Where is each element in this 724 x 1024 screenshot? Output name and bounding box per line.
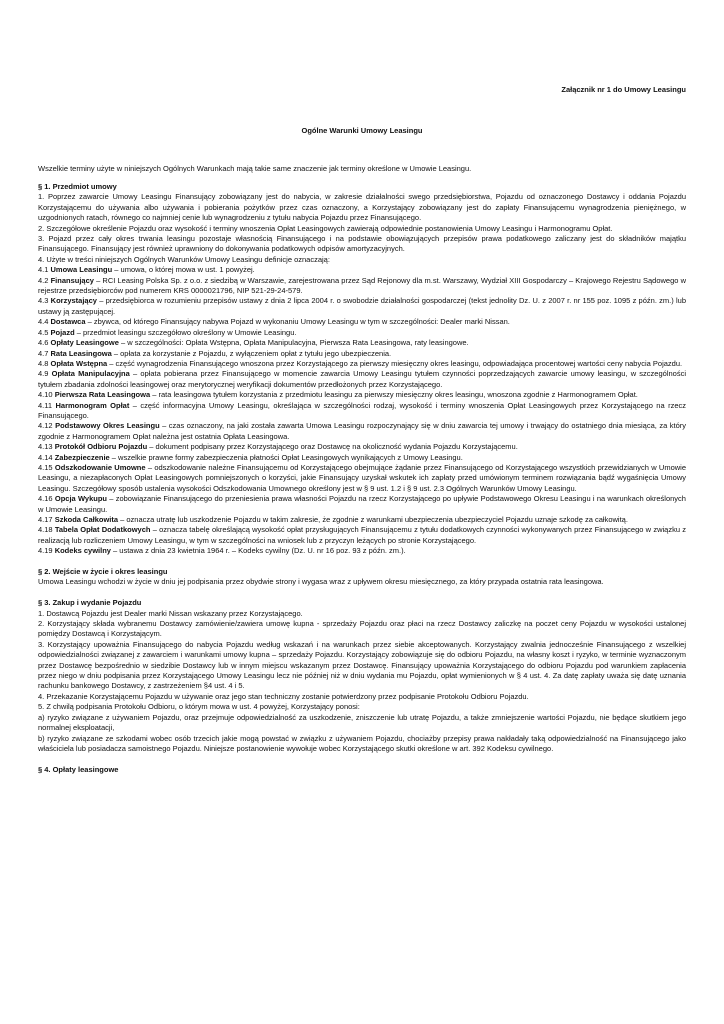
definition-term: Opłata Manipulacyjna	[51, 369, 130, 379]
definition-item	[38, 265, 686, 275]
definition-text: – umowa, o której mowa w ust. 1 powyżej.	[112, 265, 255, 275]
section-3-paragraph-3: 3. Korzystający upoważnia Finansującego do nabycia Pojazdu według wskazań i na warunkach przez siebie akceptowanych. Korzystający zwalnia jednocześnie Finansującego z wszelkiej odpowiedzialności związanej z zawarciem i warunkami umowy kupna – sprzedaży Pojazdu. Korzystający zobowiązuje się do odbioru Pojazdu, na własny koszt i ryzyko, w terminie wyznaczonym przez Dostawcę bezpośrednio w siedzibie Dostawcy lub w innym miejscu wskazanym przez Dostawcę. Finansujący upoważnia Korzystającego do odbioru Pojazdu pod warunkiem zapłacenia przez niego w dniu podpisania przez Korzystającego Umowy Leasingu lecz nie później niż w dniu wydania mu Pojazdu, opłat wymienionych w § 4 ust. 4. Za datę zapłaty uważa się datę uznania rachunku bankowego Dostawcy, z zastrzeżeniem §4 ust. 4 i 5.	[38, 639, 686, 691]
definition-item	[38, 421, 686, 442]
spacer	[38, 588, 686, 598]
definition-item	[38, 453, 686, 463]
definitions-list	[38, 265, 686, 556]
section-1-paragraph-2: 2. Szczegółowe określenie Pojazdu oraz wysokość i terminy wnoszenia Opłat Leasingowych zawierają odpowiednie postanowienia Umowy Leasingu i Harmonogramu Opłat.	[38, 223, 613, 233]
definition-term: Opłata Wstępna	[50, 358, 108, 368]
definition-number: 4.17	[38, 515, 55, 524]
definition-number: 4.19	[38, 546, 55, 556]
definition-text: – zbywca, od którego Finansujący nabywa Pojazd w wykonaniu Umowy Leasingu w tym w szczególności: Dealer marki Nissan.	[85, 317, 510, 327]
definition-number: 4.12	[38, 421, 56, 431]
definition-item	[38, 401, 686, 422]
definition-text: – przedmiot leasingu szczegółowo określony w Umowie Leasingu.	[74, 327, 297, 337]
definition-text: – opłata pobierana przez Finansującego w momencie zawarcia Umowy Leasingu tytułem czynności poprzedzających zawarcie umowy leasingu, w szczególności tytułem zbadania zdolności leasingowej oraz merytorycznej weryfikacji dokumentów przedłożonych przez Korzystającego.	[38, 369, 686, 389]
definition-text: – wszelkie prawne formy zabezpieczenia płatności Opłat Leasingowych wynikających z Umowy Leasingu.	[109, 452, 463, 462]
definition-text: – odszkodowanie należne Finansującemu od Korzystającego obejmujące żądanie przez Finansującego od Korzystającego wszystkich przewidzianych w Umowie Leasingu, a niezapłaconych Opłat Leasingowych pomniejszonych o korzyści, jakie Finansujący uzyskał wskutek ich zapłaty przed umówionym terminem rozwiązania bądź wygaśnięcia Umowy Leasingu. Szczegółowy sposób ustalenia wysokości Odszkodowania Umownego określony jest w § 9 ust. 1.2 i § 9 ust. 2.3 Ogólnych Warunków Umowy Leasingu.	[38, 462, 686, 493]
section-3-paragraph-2: 2. Korzystający składa wybranemu Dostawcy zamówienie/zawiera umowę kupna - sprzedaży Pojazdu oraz płaci na rzecz Dostawcy zaliczkę na poczet ceny Pojazdu w wysokości ustalonej pomiędzy Dostawcą i Korzystającym.	[38, 619, 686, 639]
section-3-paragraph-4: 4. Przekazanie Korzystającemu Pojazdu w używanie oraz jego stan techniczny zostanie potwierdzony przez podpisanie Protokołu Odbioru Pojazdu.	[38, 691, 529, 701]
definition-number: 4.9	[38, 369, 52, 379]
section-2-paragraph-1: Umowa Leasingu wchodzi w życie w dniu jej podpisania przez obydwie strony i wygasa wraz z upływem okresu miesięcznego, za który przypada ostatnia rata leasingowa.	[38, 577, 604, 587]
definition-item	[38, 328, 686, 338]
definition-text: – dokument podpisany przez Korzystającego oraz Dostawcę na okoliczność wydania Pojazdu Korzystającemu.	[147, 442, 518, 452]
definition-term: Opcja Wykupu	[54, 494, 108, 504]
definition-number: 4.4	[38, 317, 51, 327]
definition-text: – zobowiązanie Finansującego do przeniesienia prawa własności Pojazdu na rzecz Korzystającego po upływie Podstawowego Okresu Leasingu i na warunkach określonych w Umowie Leasingu.	[38, 494, 686, 514]
definition-term: Korzystający	[50, 296, 97, 306]
definition-term: Harmonogram Opłat	[55, 400, 130, 410]
definition-term: Odszkodowanie Umowne	[54, 462, 146, 472]
definition-text: – czas oznaczony, na jaki została zawarta Umowa Leasingu rozpoczynający się w dniu zawarcia tej umowy i trwający do ostatniego dnia miesiąca, za który zgodnie z Harmonogramem Opłat należna jest ostatnia Opłata Leasingowa.	[38, 421, 686, 441]
document-body	[38, 182, 686, 775]
section-1-paragraph-1: 1. Poprzez zawarcie Umowy Leasingu Finansujący zobowiązany jest do nabycia, w zakresie działalności swego przedsiębiorstwa, Pojazdu od oznaczonego Dostawcy i oddania Pojazdu Korzystającemu do używania albo używania i pobierania pożytków przez czas oznaczony, a Korzystający zobowiązany jest do zapłaty Finansującemu wynagrodzenia pieniężnego, w uzgodnionych ratach, równego co najmniej cenie lub wynagrodzeniu z tytułu nabycia Pojazdu przez Finansującego.	[38, 192, 686, 223]
definition-number: 4.2	[38, 275, 51, 285]
definition-number: 4.11	[38, 400, 56, 410]
spacer	[38, 754, 686, 764]
definition-item	[38, 359, 686, 369]
section-2-heading: § 2. Wejście w życie i okres leasingu	[38, 567, 168, 577]
definition-number: 4.8	[38, 358, 51, 368]
definition-term: Szkoda Całkowita	[54, 515, 119, 524]
definition-item	[38, 463, 686, 494]
definition-term: Rata Leasingowa	[50, 348, 112, 358]
definition-number: 4.10	[38, 390, 55, 400]
definition-item	[38, 276, 686, 297]
section-3-heading: § 3. Zakup i wydanie Pojazdu	[38, 598, 142, 608]
definition-text: – opłata za korzystanie z Pojazdu, z wyłączeniem opłat z tytułu jego ubezpieczenia.	[111, 348, 392, 358]
definition-term: Umowa Leasingu	[50, 265, 113, 275]
section-1-paragraph-3: 3. Pojazd przez cały okres trwania leasingu pozostaje własnością Finansującego i na podstawie obowiązujących przepisów prawa podatkowego zaliczany jest do składników majątku Finansującego. Finansujący jest również uprawniony do dokonywania podatkowych odpisów amortyzacyjnych.	[38, 234, 686, 254]
definition-term: Finansujący	[50, 275, 94, 285]
definition-item	[38, 442, 686, 452]
definition-term: Kodeks cywilny	[54, 546, 111, 556]
section-3-paragraph-1: 1. Dostawcą Pojazdu jest Dealer marki Nissan wskazany przez Korzystającego.	[38, 608, 303, 618]
definition-number: 4.14	[38, 452, 55, 462]
definition-text: – przedsiębiorca w rozumieniu przepisów ustawy z dnia 2 lipca 2004 r. o swobodzie działalności gospodarczej (tekst jednolity Dz. U. z 2007 r. nr 155 poz. 1095 z późn. zm.) lub ustawy ją zastępującej.	[38, 296, 686, 316]
definition-text: – część wynagrodzenia Finansującego wnoszona przez Korzystającego za pierwszy miesięczny okres leasingu, odpowiadająca procentowej wartości ceny nabycia Pojazdu.	[107, 358, 683, 368]
definition-text: – RCI Leasing Polska Sp. z o.o. z siedzibą w Warszawie, zarejestrowana przez Sąd Rejonowy dla m.st. Warszawy, Wydział XIII Gospodarczy – Krajowego Rejestru Sądowego w rejestrze przedsiębiorców pod numerem KRS 0000021796, NIP 521-29-24-579.	[38, 275, 686, 296]
definition-term: Dostawca	[50, 317, 86, 327]
definition-number: 4.18	[38, 525, 55, 535]
definition-number: 4.16	[38, 494, 55, 504]
definition-text: – w szczególności: Opłata Wstępna, Opłata Manipulacyjna, Pierwsza Rata Leasingowa, raty leasingowe.	[118, 338, 469, 348]
definition-item	[38, 390, 686, 400]
spacer	[38, 557, 686, 567]
definition-number: 4.15	[38, 462, 55, 472]
definition-term: Pierwsza Rata Leasingowa	[54, 390, 151, 400]
section-3-item-b: b) ryzyko związane ze szkodami wobec osób trzecich jakie mogą powstać w związku z używaniem Pojazdu, chociażby przepisy prawa nakładały taką odpowiedzialność na Finansującego jako właściciela lub posiadacza samoistnego Pojazdu. Niniejsze postanowienie wywołuje wobec Korzystającego skutki określone w art. 392 Kodeksu cywilnego.	[38, 733, 686, 753]
intro-paragraph: Wszelkie terminy użyte w niniejszych Ogólnych Warunkach mają takie same znaczenie jak terminy określone w Umowie Leasingu.	[38, 164, 472, 173]
definition-number: 4.5	[38, 327, 51, 337]
definition-number: 4.13	[38, 442, 55, 452]
section-1-paragraph-4: 4. Użyte w treści niniejszych Ogólnych Warunków Umowy Leasingu definicje oznaczają:	[38, 254, 330, 264]
definition-item	[38, 515, 686, 525]
definition-text: – oznacza utratę lub uszkodzenie Pojazdu w takim zakresie, że zgodnie z warunkami ubezpieczenia ubezpieczyciel Pojazdu uznaje szkodę za całkowitą.	[118, 515, 628, 524]
definition-term: Protokół Odbioru Pojazdu	[54, 442, 148, 452]
definition-number: 4.6	[38, 338, 51, 348]
section-4-heading: § 4. Opłaty leasingowe	[38, 764, 119, 774]
definition-item	[38, 338, 686, 348]
definition-item	[38, 546, 686, 556]
definition-term: Pojazd	[50, 327, 75, 337]
section-3-item-a: a) ryzyko związane z używaniem Pojazdu, oraz przejmuje odpowiedzialność za uszkodzenie, zniszczenie lub utratę Pojazdu, a także zmniejszenie wartości Pojazdu, nie będące skutkiem jego normalnej eksploatacji,	[38, 712, 686, 733]
definition-text: – ustawa z dnia 23 kwietnia 1964 r. – Kodeks cywilny (Dz. U. nr 16 poz. 93 z późn. zm.).	[110, 546, 406, 556]
definition-item	[38, 349, 686, 359]
definition-term: Opłaty Leasingowe	[50, 338, 119, 348]
definition-text: – rata leasingowa tytułem korzystania z przedmiotu leasingu za pierwszy miesięczny okres leasingu, wnoszona zgodnie z Harmonogramem Opłat.	[150, 390, 638, 400]
definition-number: 4.7	[38, 348, 51, 358]
definition-item	[38, 296, 686, 317]
definition-item	[38, 494, 686, 515]
definition-term: Podstawowy Okres Leasingu	[55, 421, 160, 431]
definition-item	[38, 525, 686, 546]
definition-number: 4.3	[38, 296, 51, 306]
document-title: Ogólne Warunki Umowy Leasingu	[301, 126, 423, 135]
definition-text: – oznacza tabelę określającą wysokość opłat przysługujących Finansującemu z tytułu dodatkowych czynności wykonywanych przez Finansującego w związku z realizacją lub rozliczeniem Umowy Leasingu, w tym w szczególności na wniosek lub z przyczyn leżących po stronie Korzystającego.	[38, 525, 686, 545]
definition-text: – część informacyjna Umowy Leasingu, określająca w szczególności rodzaj, wysokość i terminy wnoszenia Opłat Leasingowych przez Korzystającego na rzecz Finansującego.	[38, 400, 686, 420]
definition-item	[38, 369, 686, 390]
definition-number: 4.1	[38, 265, 51, 275]
definition-term: Tabela Opłat Dodatkowych	[54, 525, 151, 535]
section-1-heading: § 1. Przedmiot umowy	[38, 182, 117, 191]
section-3-paragraph-5: 5. Z chwilą podpisania Protokołu Odbioru, o którym mowa w ust. 4 powyżej, Korzystający ponosi:	[38, 702, 360, 712]
definition-item	[38, 317, 686, 327]
annex-label: Załącznik nr 1 do Umowy Leasingu	[561, 85, 686, 94]
definition-term: Zabezpieczenie	[54, 452, 110, 462]
